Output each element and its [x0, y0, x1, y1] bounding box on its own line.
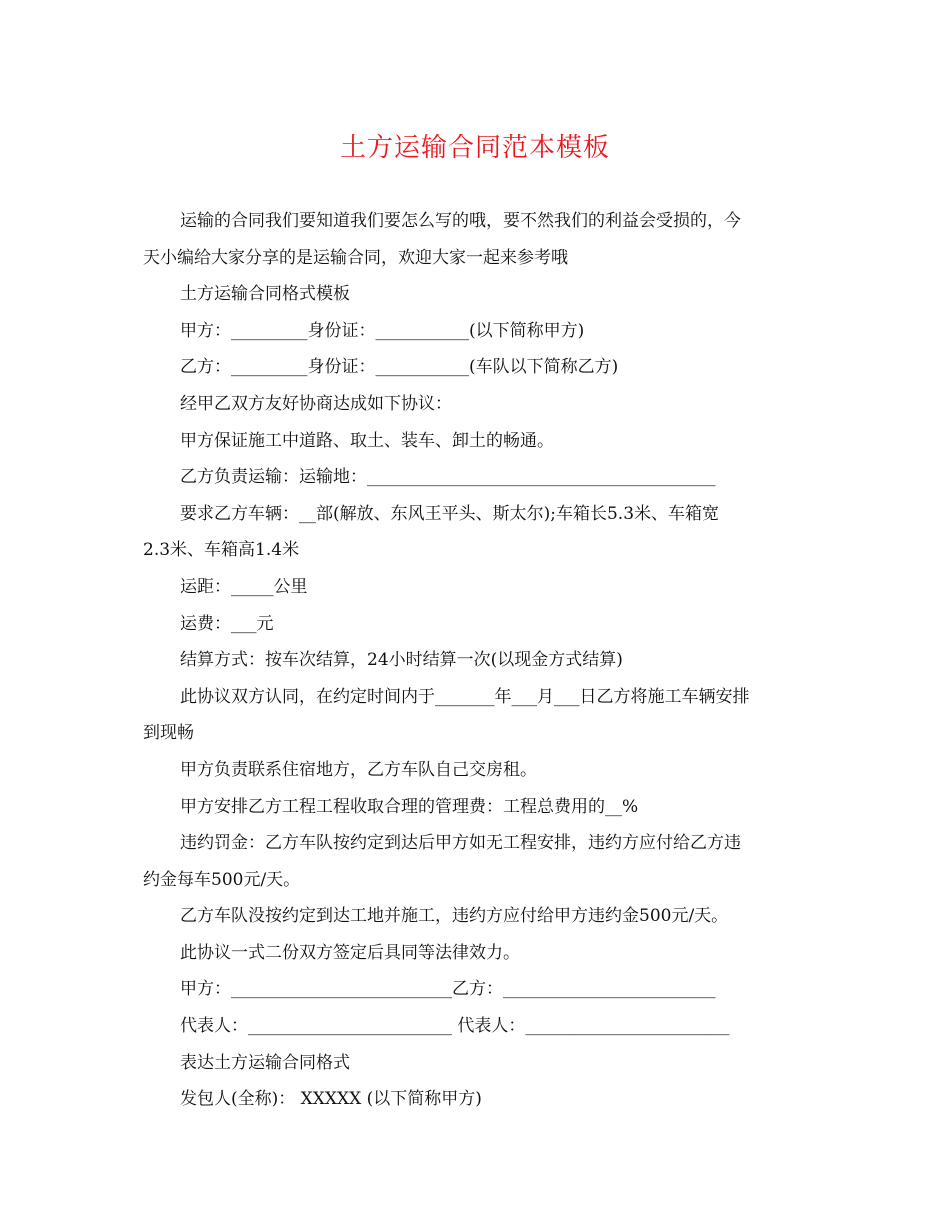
paragraph-party-a [143, 313, 808, 350]
paragraph-contractor [143, 1081, 808, 1118]
paragraph-clause [143, 789, 808, 826]
paragraph-line: 乙方车队没按约定到达工地并施工，违约方应付给甲方违约金500元/天。 [180, 906, 729, 927]
paragraph-clause [143, 935, 808, 972]
paragraph-clause [143, 423, 808, 460]
paragraph-line: 乙方负责运输：运输地：_________________________________________ [180, 467, 716, 488]
paragraph-line: 甲方：__________________________乙方：_________________________ [180, 979, 716, 1000]
paragraph-clause [143, 569, 808, 606]
paragraph-line: 要求乙方车辆：__部(解放、东风王平头、斯太尔);车箱长5.3米、车箱宽 [180, 503, 720, 524]
paragraph-line: 乙方：_________身份证：___________(车队以下简称乙方) [180, 357, 619, 378]
paragraph-line: 2.3米、车箱高1.4米 [143, 540, 300, 561]
paragraph-line: 此协议双方认同，在约定时间内于_______年___月___日乙方将施工车辆安排 [180, 686, 750, 707]
paragraph-clause [143, 825, 808, 898]
paragraph-agreement [143, 386, 808, 423]
paragraph-party-b [143, 349, 808, 386]
paragraph-line: 甲方保证施工中道路、取土、装车、卸土的畅通。 [180, 430, 554, 451]
paragraph-section-heading [143, 1045, 808, 1082]
paragraph-clause [143, 898, 808, 935]
paragraph-section-heading [143, 276, 808, 313]
paragraph-signature-parties [143, 971, 808, 1008]
paragraph-line: 甲方负责联系住宿地方，乙方车队自己交房租。 [180, 759, 537, 780]
document-body [143, 203, 808, 1118]
paragraph-line: 天小编给大家分享的是运输合同，欢迎大家一起来参考哦 [143, 247, 568, 268]
paragraph-line: 运输的合同我们要知道我们要怎么写的哦，要不然我们的利益会受损的，今 [180, 211, 741, 231]
paragraph-line: 到现畅 [143, 723, 194, 744]
paragraph-line: 运距：_____公里 [180, 576, 308, 597]
paragraph-signature-representatives [143, 1008, 808, 1045]
paragraph-line: 结算方式：按车次结算，24小时结算一次(以现金方式结算) [180, 650, 623, 671]
paragraph-line: 运费：___元 [180, 613, 274, 634]
paragraph-clause [143, 496, 808, 569]
paragraph-clause [143, 606, 808, 643]
paragraph-clause [143, 459, 808, 496]
paragraph-line: 违约罚金：乙方车队按约定到达后甲方如无工程安排，违约方应付给乙方违 [180, 833, 741, 854]
paragraph-line: 甲方安排乙方工程工程收取合理的管理费：工程总费用的__% [180, 796, 639, 817]
paragraph-line: 约金每车500元/天。 [143, 869, 301, 890]
paragraph-clause [143, 642, 808, 679]
paragraph-line: 甲方：_________身份证：___________(以下简称甲方) [180, 320, 585, 341]
paragraph-clause [143, 679, 808, 752]
paragraph-line: 经甲乙双方友好协商达成如下协议： [180, 393, 452, 414]
paragraph-line: 此协议一式二份双方签定后具同等法律效力。 [180, 942, 520, 963]
paragraph-line: 代表人：________________________ 代表人：________________________ [180, 1016, 730, 1037]
paragraph-clause [143, 752, 808, 789]
paragraph-line: 表达土方运输合同格式 [180, 1052, 350, 1073]
paragraph-line: 土方运输合同格式模板 [180, 284, 350, 305]
document-title: 土方运输合同范本模板 [339, 133, 610, 163]
paragraph-intro [143, 203, 808, 276]
paragraph-line: 发包人(全称)： XXXXX (以下简称甲方) [180, 1089, 482, 1110]
